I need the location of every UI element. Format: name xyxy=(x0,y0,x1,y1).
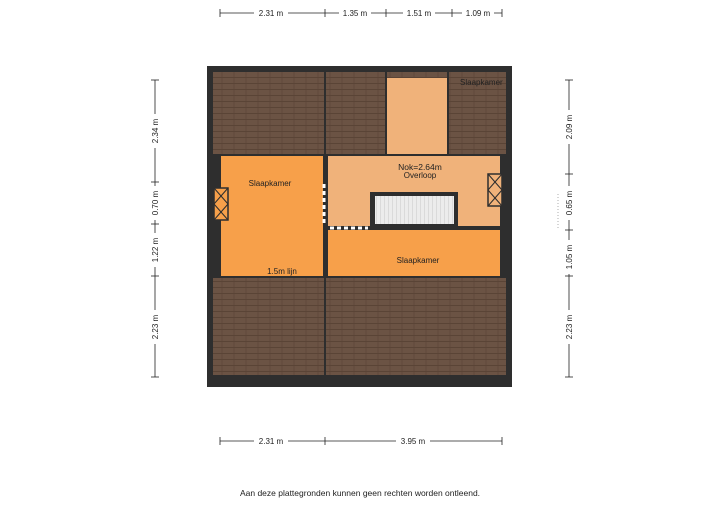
window-left xyxy=(214,188,228,220)
stair xyxy=(375,196,454,224)
label-slaapkamer-top: Slaapkamer xyxy=(460,78,503,87)
label-slaapkamer-right: Slaapkamer xyxy=(396,256,440,265)
dim-top-1: 2.31 m xyxy=(258,9,284,18)
dim-right-4: 2.23 m xyxy=(565,314,574,340)
dim-left-1: 2.34 m xyxy=(151,118,160,144)
label-1-5m-lijn: 1.5m lijn xyxy=(267,267,297,276)
dim-right-2: 0.65 m xyxy=(565,190,574,216)
dim-right-3: 1.05 m xyxy=(565,244,574,270)
room-slaapkamer-left xyxy=(221,156,323,276)
dim-bottom-1: 2.31 m xyxy=(258,437,284,446)
label-slaapkamer-left: Slaapkamer xyxy=(248,179,292,188)
label-overloop: Overloop xyxy=(403,171,437,180)
label-nok: Nok=2.64m xyxy=(398,162,442,172)
dim-left-4: 2.23 m xyxy=(151,314,160,340)
window-right xyxy=(488,174,502,206)
dim-top-3: 1.51 m xyxy=(406,9,432,18)
dim-left-2: 0.70 m xyxy=(151,190,160,216)
room-slaapkamer-right xyxy=(328,230,500,276)
disclaimer-text: Aan deze plattegronden kunnen geen rechten worden ontleend. xyxy=(239,488,481,498)
dormer-top xyxy=(386,78,448,158)
dim-top-2: 1.35 m xyxy=(342,9,368,18)
dim-left-3: 1.22 m xyxy=(151,237,160,263)
dim-right-1: 2.09 m xyxy=(565,114,574,140)
dim-bottom-2: 3.95 m xyxy=(400,437,426,446)
dim-top-4: 1.09 m xyxy=(465,9,491,18)
